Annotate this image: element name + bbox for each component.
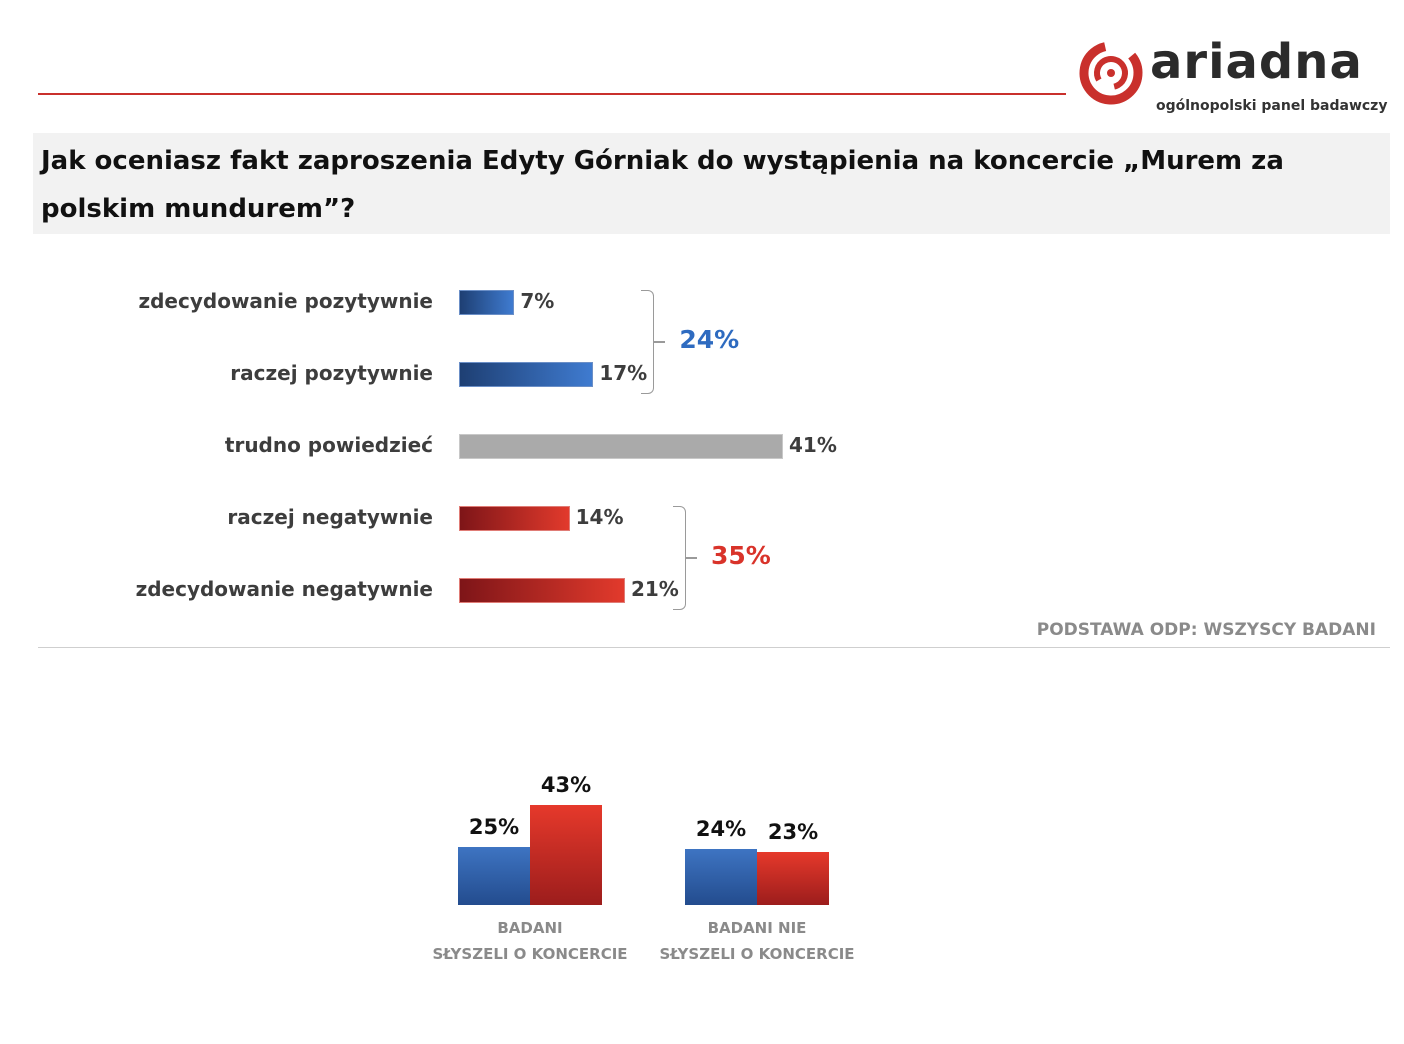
bar-neutral: [459, 434, 783, 459]
header-rule: [38, 93, 1066, 95]
bar-positive: [459, 362, 593, 387]
bar-value-label: 21%: [630, 577, 679, 601]
question-title: Jak oceniasz fakt zaproszenia Edyty Górniak do wystąpienia na koncercie „Murem za polskim mundurem”?: [41, 146, 1284, 224]
bar-value-label: 41%: [789, 433, 837, 457]
category-label: zdecydowanie pozytywnie: [138, 289, 433, 313]
question-box: [33, 133, 1390, 234]
ariadna-logo-icon: [1078, 40, 1144, 106]
column-positive: [458, 847, 530, 905]
column-value-label: 25%: [468, 814, 520, 839]
category-label: zdecydowanie negatywnie: [135, 577, 433, 601]
column-positive: [685, 849, 757, 905]
bracket-tick: [685, 557, 697, 559]
column-group-label-line: BADANI: [497, 919, 563, 937]
bar-value-label: 14%: [575, 505, 624, 529]
summary-positive: 24%: [679, 325, 740, 354]
bar-negative: [459, 506, 570, 531]
brand-name: ariadna: [1150, 34, 1363, 90]
column-value-label: 24%: [695, 817, 747, 842]
column-negative: [530, 805, 602, 905]
summary-negative: 35%: [710, 541, 771, 570]
ariadna-logo: [1078, 34, 1388, 120]
basis-note: PODSTAWA ODP: WSZYSCY BADANI: [1036, 620, 1376, 640]
column-group-label-line: SŁYSZELI O KONCERCIE: [432, 945, 628, 963]
column-group-label-line: BADANI NIE: [707, 919, 807, 937]
section-divider: [38, 647, 1390, 648]
bar-value-label: 7%: [520, 289, 555, 313]
bar-value-label: 17%: [599, 361, 648, 385]
bar-negative: [459, 578, 625, 603]
column-group-label: [400, 915, 660, 967]
column-value-label: 43%: [540, 773, 592, 797]
bracket-tick: [653, 341, 665, 343]
column-value-label: 23%: [767, 819, 819, 844]
brand-tagline: ogólnopolski panel badawczy: [1156, 98, 1388, 114]
category-label: raczej pozytywnie: [230, 361, 433, 385]
column-group-label: [627, 915, 887, 967]
bar-positive: [459, 290, 514, 315]
category-label: trudno powiedzieć: [224, 433, 433, 457]
column-negative: [757, 852, 829, 905]
category-label: raczej negatywnie: [227, 505, 433, 529]
column-group-label-line: SŁYSZELI O KONCERCIE: [659, 945, 855, 963]
